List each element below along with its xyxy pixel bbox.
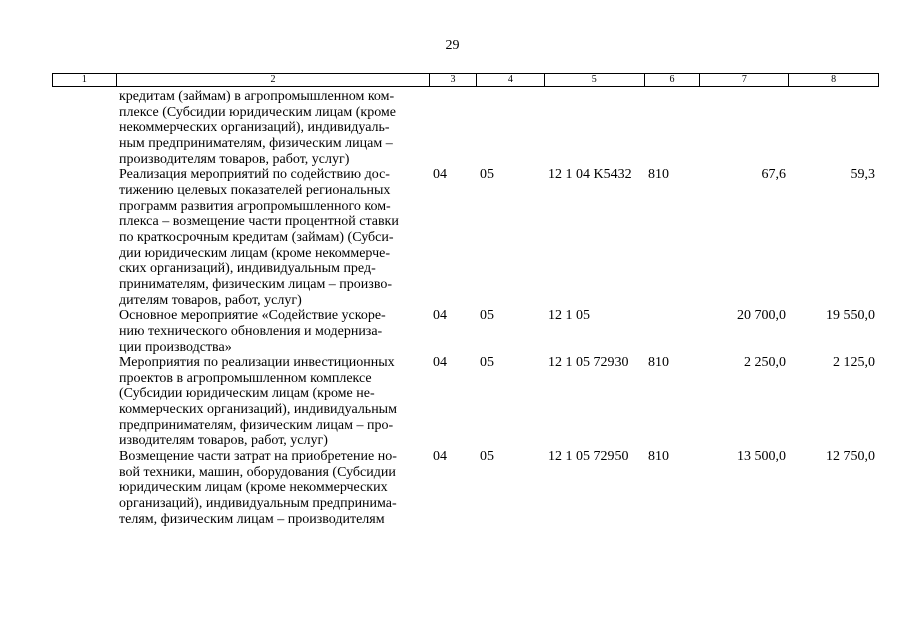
description-line: предпринимателям, физическим лицам – про- <box>119 417 394 433</box>
description-line: кредитам (займам) в агропромышленном ком- <box>119 89 395 104</box>
subsection-code-cell: 05 <box>480 355 494 371</box>
header-col-1: 1 <box>53 74 117 86</box>
amount-cell-year-2: 19 550,0 <box>826 308 875 324</box>
row-description <box>116 308 430 355</box>
description-line: плекса – возмещение части процентной ставки <box>119 214 399 230</box>
description-line: принимателям, физическим лицам – произво- <box>119 276 392 292</box>
description-line: дии юридическим лицам (кроме некоммерче- <box>119 245 390 261</box>
target-article-cell: 12 1 05 72930 <box>548 355 629 371</box>
description-line: по краткосрочным кредитам (займам) (Субси- <box>119 229 394 245</box>
target-article-cell: 12 1 04 K5432 <box>548 167 632 183</box>
description-line: юридическим лицам (кроме некоммерческих <box>119 480 388 496</box>
description-line: организаций), индивидуальным предпринима- <box>119 496 397 512</box>
table-row <box>52 308 879 355</box>
amount-cell-year-2: 2 125,0 <box>833 355 875 371</box>
row-description <box>116 89 430 167</box>
budget-table-body <box>52 89 879 527</box>
target-article-cell: 12 1 05 <box>548 308 590 324</box>
amount-cell-year-2: 12 750,0 <box>826 449 875 465</box>
row-description <box>116 449 430 527</box>
description-line: Реализация мероприятий по содействию дос- <box>119 167 390 183</box>
section-code-cell: 04 <box>433 449 447 465</box>
subsection-code-cell: 05 <box>480 308 494 324</box>
target-article-cell: 12 1 05 72950 <box>548 449 629 465</box>
description-line: программ развития агропромышленного ком- <box>119 198 391 214</box>
header-col-8: 8 <box>831 74 837 85</box>
row-description <box>116 167 430 308</box>
amount-cell-year-1: 13 500,0 <box>737 449 786 465</box>
expense-type-cell: 810 <box>648 167 669 183</box>
expense-type-cell: 810 <box>648 355 669 371</box>
column-number-header <box>52 73 879 87</box>
description-line: производителям товаров, работ, услуг) <box>119 151 350 167</box>
table-row <box>52 89 879 167</box>
section-code-cell: 04 <box>433 355 447 371</box>
description-line: изводителям товаров, работ, услуг) <box>119 433 328 449</box>
description-line: Мероприятия по реализации инвестиционных <box>119 355 395 371</box>
header-col-3: 3 <box>430 74 477 86</box>
table-row <box>52 167 879 308</box>
page-number: 29 <box>445 38 460 53</box>
description-line: дителям товаров, работ, услуг) <box>119 292 302 308</box>
description-line: плексе (Субсидии юридическим лицам (кроме <box>119 104 396 120</box>
header-col-7: 7 <box>700 74 789 86</box>
description-line: тижению целевых показателей региональных <box>119 182 391 198</box>
row-description <box>116 355 430 449</box>
section-code-cell: 04 <box>433 167 447 183</box>
expense-type-cell: 810 <box>648 449 669 465</box>
subsection-code-cell: 05 <box>480 449 494 465</box>
header-col-2: 2 <box>117 74 430 86</box>
amount-cell-year-1: 20 700,0 <box>737 308 786 324</box>
amount-cell-year-2: 59,3 <box>850 167 875 183</box>
description-line: телям, физическим лицам – производителям <box>119 511 385 527</box>
header-col-4: 4 <box>477 74 545 86</box>
description-line: Возмещение части затрат на приобретение но- <box>119 449 397 465</box>
description-line: ции производства» <box>119 339 232 355</box>
description-line: Основное мероприятие «Содействие ускоре- <box>119 308 386 324</box>
description-line: проектов в агропромышленном комплексе <box>119 370 372 386</box>
description-line: нию технического обновления и модерниза- <box>119 323 383 339</box>
description-line: ских организаций), индивидуальным пред- <box>119 261 376 277</box>
table-row <box>52 449 879 527</box>
description-line: вой техники, машин, оборудования (Субсидии <box>119 464 396 480</box>
section-code-cell: 04 <box>433 308 447 324</box>
header-col-5: 5 <box>545 74 645 86</box>
description-line: коммерческих организаций), индивидуальным <box>119 402 397 418</box>
description-line: (Субсидии юридическим лицам (кроме не- <box>119 386 375 402</box>
subsection-code-cell: 05 <box>480 167 494 183</box>
description-line: некоммерческих организаций), индивидуаль- <box>119 120 390 136</box>
amount-cell-year-1: 67,6 <box>761 167 786 183</box>
description-line: ным предпринимателям, физическим лицам – <box>119 135 393 151</box>
header-col-6: 6 <box>645 74 701 86</box>
table-row <box>52 355 879 449</box>
amount-cell-year-1: 2 250,0 <box>744 355 786 371</box>
